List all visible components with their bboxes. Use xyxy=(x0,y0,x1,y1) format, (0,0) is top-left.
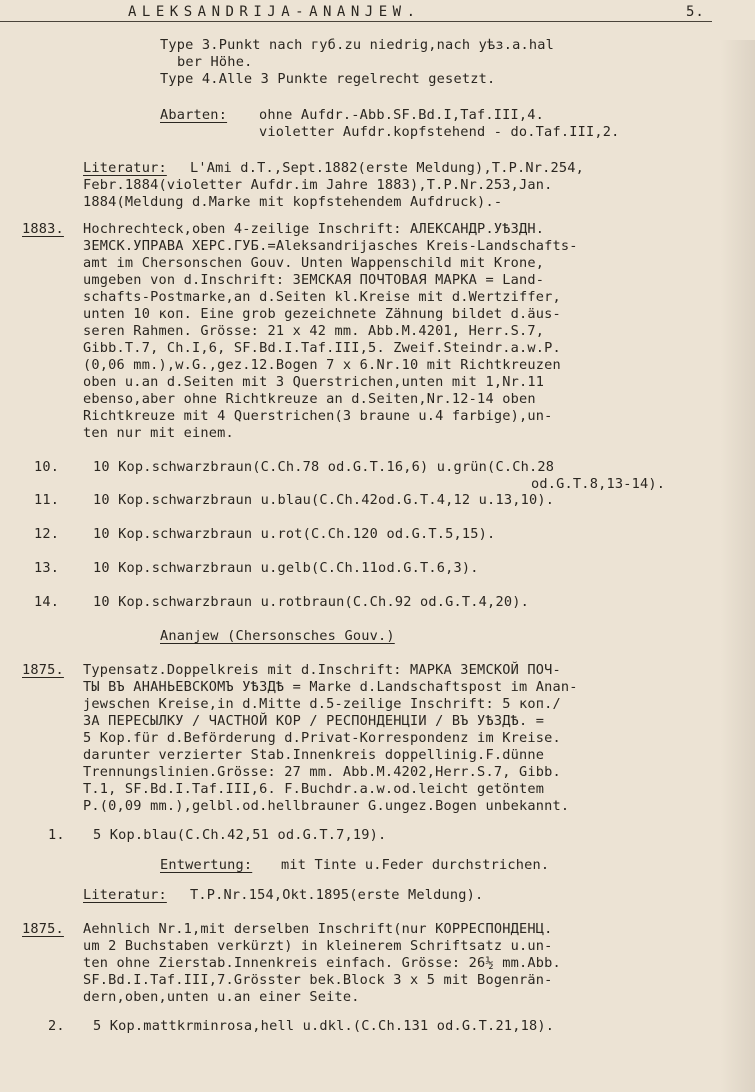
text-line: P.(0,09 mm.),gelbl.od.hellbrauner G.ungez.Bogen unbekannt. xyxy=(83,798,570,814)
page-header-title: ALEKSANDRIJA-ANANJEW. xyxy=(128,4,421,20)
text-line: 13. xyxy=(34,560,60,576)
text-line: 1875. xyxy=(22,662,64,678)
text-line: 1875. xyxy=(22,921,64,937)
text-line: schafts-Postmarke,an d.Seiten kl.Kreise mit d.Wertziffer, xyxy=(83,289,561,305)
text-line: seren Rahmen. Grösse: 21 x 42 mm. Abb.M.4201, Herr.S.7, xyxy=(83,323,545,339)
text-line: Trennungslinien.Grösse: 27 mm. Abb.M.4202,Herr.S.7, Gibb. xyxy=(83,764,561,780)
text-line: 1. xyxy=(48,827,65,843)
text-line: ten nur mit einem. xyxy=(83,425,234,441)
page-edge-shading xyxy=(720,40,755,1092)
text-line: Gibb.T.7, Ch.I,6, SF.Bd.I.Taf.III,5. Zweif.Steindr.a.w.P. xyxy=(83,340,561,356)
text-line: L'Ami d.T.,Sept.1882(erste Meldung),T.P.Nr.254, xyxy=(190,160,585,176)
text-line: ber Höhe. xyxy=(177,54,253,70)
text-line: ebenso,aber ohne Richtkreuze an d.Seiten,Nr.12-14 oben xyxy=(83,391,536,407)
text-line: (0,06 mm.),w.G.,gez.12.Bogen 7 x 6.Nr.10 mit Richtkreuzen xyxy=(83,357,561,373)
text-line: unten 10 коп. Eine grob gezeichnete Zähnung bildet d.äus- xyxy=(83,306,561,322)
text-line: violetter Aufdr.kopfstehend - do.Taf.III,2. xyxy=(259,124,620,140)
text-line: 14. xyxy=(34,594,60,610)
text-line: 10 Kop.schwarzbraun u.rotbraun(C.Ch.92 od.G.T.4,20). xyxy=(93,594,529,610)
text-line: jewschen Kreise,in d.Mitte d.5-zeilige Inschrift: 5 коп./ xyxy=(83,696,561,712)
text-line: 5 Kop.blau(C.Ch.42,51 od.G.T.7,19). xyxy=(93,827,387,843)
text-line: darunter verzierter Stab.Innenkreis doppellinig.F.dünne xyxy=(83,747,545,763)
text-line: Literatur: xyxy=(83,887,167,903)
text-line: 10 Kop.schwarzbraun u.blau(C.Ch.42od.G.T.4,12 u.13,10). xyxy=(93,492,555,508)
text-line: Ananjew (Chersonsches Gouv.) xyxy=(160,628,395,644)
text-line: ЗЕМСК.УПРАВА ХЕРС.ГУБ.=Aleksandrijasches Kreis-Landschafts- xyxy=(83,238,578,254)
text-line: dern,oben,unten u.an einer Seite. xyxy=(83,989,360,1005)
text-line: ЗА ПЕРЕСЫЛКУ / ЧАСТНОЙ КОР / РЕСПОНДЕНЦІИ / ВЪ УѢЗДѢ. = xyxy=(83,713,545,729)
text-line: Type 4.Alle 3 Punkte regelrecht gesetzt. xyxy=(160,71,496,87)
text-line: Febr.1884(violetter Aufdr.im Jahre 1883),T.P.Nr.253,Jan. xyxy=(83,177,553,193)
header-rule xyxy=(0,21,712,22)
text-line: Typensatz.Doppelkreis mit d.Inschrift: МАРКА ЗЕМСКОЙ ПОЧ- xyxy=(83,662,561,678)
text-line: 1883. xyxy=(22,221,64,237)
text-line: ТЫ ВЪ АНАНЬЕВСКОМЪ УѢЗДѢ = Marke d.Landschaftspost im Anan- xyxy=(83,679,578,695)
text-line: T.P.Nr.154,Okt.1895(erste Meldung). xyxy=(190,887,484,903)
text-line: Hochrechteck,oben 4-zeilige Inschrift: АЛЕКСАНДР.УѢЗДН. xyxy=(83,221,545,237)
text-line: Aehnlich Nr.1,mit derselben Inschrift(nur КОРРЕСПОНДЕНЦ. xyxy=(83,921,553,937)
text-line: Abarten: xyxy=(160,107,228,123)
text-line: amt im Chersonschen Gouv. Unten Wappenschild mit Krone, xyxy=(83,255,545,271)
text-line: mit Tinte u.Feder durchstrichen. xyxy=(281,857,550,873)
text-line: 2. xyxy=(48,1018,65,1034)
text-line: um 2 Buchstaben verkürzt) in kleinerem Schriftsatz u.un- xyxy=(83,938,553,954)
text-line: 10. xyxy=(34,459,60,475)
text-line: 10 Kop.schwarzbraun u.rot(C.Ch.120 od.G.T.5,15). xyxy=(93,526,496,542)
page-number: 5. xyxy=(686,4,705,20)
text-line: ten ohne Zierstab.Innenkreis einfach. Grösse: 26½ mm.Abb. xyxy=(83,955,561,971)
text-line: Type 3.Punkt nach губ.zu niedrig,nach уѣз.a.hal xyxy=(160,37,555,53)
text-line: 12. xyxy=(34,526,60,542)
text-line: Literatur: xyxy=(83,160,167,176)
text-line: T.1, SF.Bd.I.Taf.III,6. F.Buchdr.a.w.od.leicht getöntem xyxy=(83,781,545,797)
text-line: 5 Kop.für d.Beförderung d.Privat-Korrespondenz im Kreise. xyxy=(83,730,561,746)
text-line: 1884(Meldung d.Marke mit kopfstehendem Aufdruck).- xyxy=(83,194,503,210)
text-line: 5 Kop.mattkrminrosa,hell u.dkl.(C.Ch.131 od.G.T.21,18). xyxy=(93,1018,555,1034)
text-line: SF.Bd.I.Taf.III,7.Grösster bek.Block 3 x 5 mit Bogenrän- xyxy=(83,972,553,988)
text-line: oben u.an d.Seiten mit 3 Querstrichen,unten mit 1,Nr.11 xyxy=(83,374,545,390)
text-line: Richtkreuze mit 4 Querstrichen(3 braune u.4 farbige),un- xyxy=(83,408,553,424)
text-line: ohne Aufdr.-Abb.SF.Bd.I,Taf.III,4. xyxy=(259,107,545,123)
text-line: od.G.T.8,13-14). xyxy=(531,476,666,492)
text-line: 11. xyxy=(34,492,60,508)
text-line: Entwertung: xyxy=(160,857,253,873)
text-line: 10 Kop.schwarzbraun u.gelb(C.Ch.11od.G.T.6,3). xyxy=(93,560,479,576)
text-line: umgeben von d.Inschrift: ЗЕМСКАЯ ПОЧТОВАЯ МАРКА = Land- xyxy=(83,272,545,288)
text-line: 10 Kop.schwarzbraun(C.Ch.78 od.G.T.16,6) u.grün(C.Ch.28 xyxy=(93,459,555,475)
